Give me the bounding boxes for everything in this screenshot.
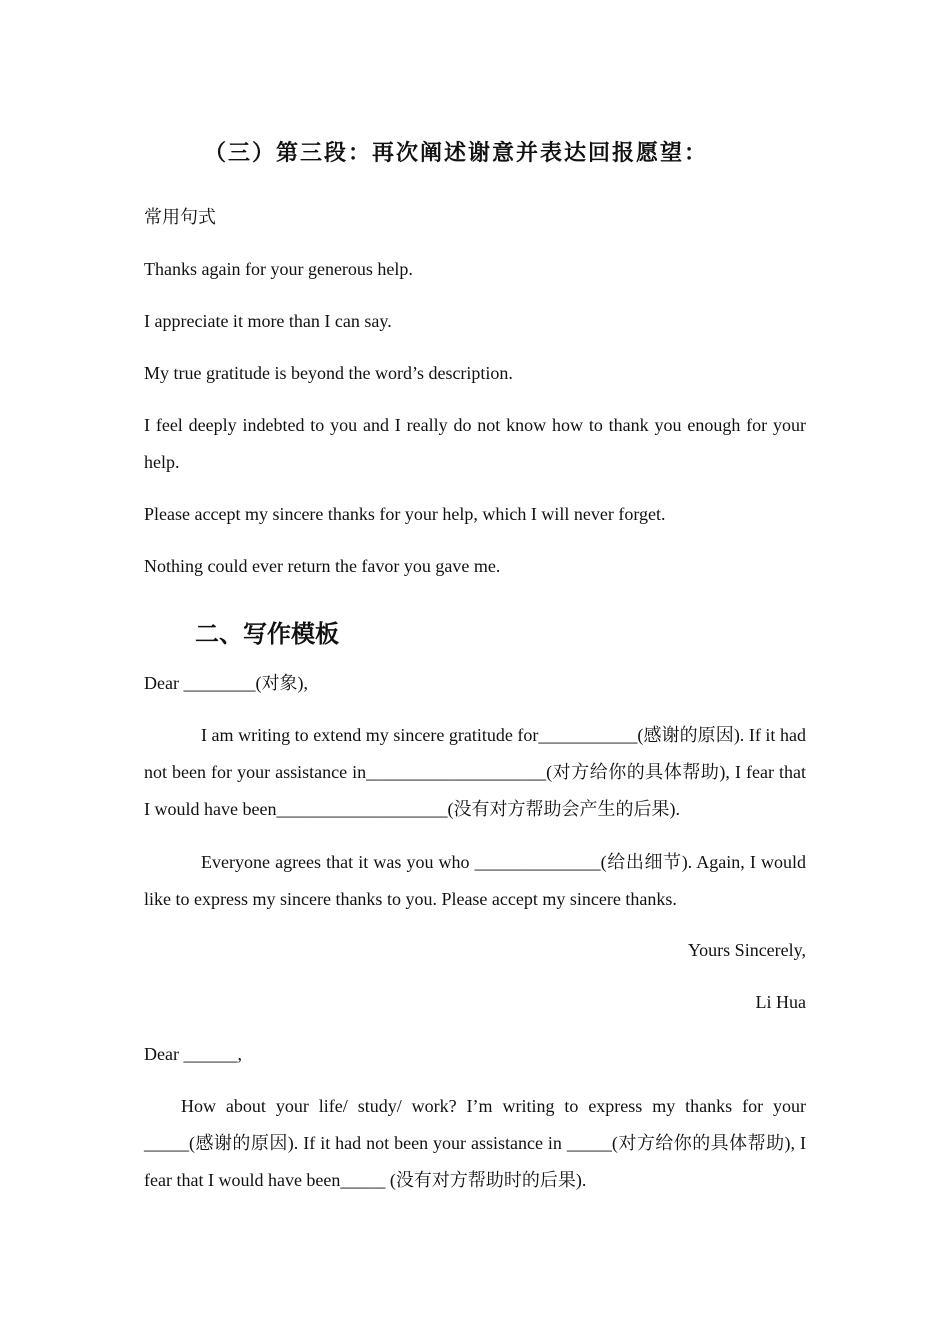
sentence-item: I appreciate it more than I can say. [144,311,392,331]
sentence-item: I feel deeply indebted to you and I really do not know how to thank you enough for your help. [144,415,806,472]
letter1-paragraph-2: Everyone agrees that it was you who ______________(给出细节). Again, I would like to express my sincere thanks to you. Please accept my sincere thanks. [144,852,806,909]
letter1-paragraph-1: I am writing to extend my sincere gratitude for___________(感谢的原因). If it had not been for your assistance in____________________(对方给你的具体帮助), I fear that I would have been___________________(没有对方帮助会产生的后果). [144,725,806,819]
letter2-paragraph-1: How about your life/ study/ work? I’m writing to express my thanks for your _____(感谢的原因). If it had not been your assistance in _____(对方给你的具体帮助), I fear that I would have been_____ (没有对方帮助时的后果). [144,1096,806,1190]
common-sentences-label: 常用句式 [144,207,216,227]
sentence-item: My true gratitude is beyond the word’s description. [144,363,513,383]
sentence-item: Thanks again for your generous help. [144,259,413,279]
letter2-greeting: Dear ______, [144,1044,242,1064]
letter1-greeting: Dear ________(对象), [144,673,308,693]
sentence-item: Nothing could ever return the favor you gave me. [144,556,501,576]
sentence-item: Please accept my sincere thanks for your help, which I will never forget. [144,504,666,524]
letter1-closing: Yours Sincerely, [687,940,806,960]
letter1-signature: Li Hua [755,992,806,1012]
template-heading: 二、写作模板 [195,620,339,648]
section-heading: （三）第三段：再次阐述谢意并表达回报愿望： [204,140,709,166]
